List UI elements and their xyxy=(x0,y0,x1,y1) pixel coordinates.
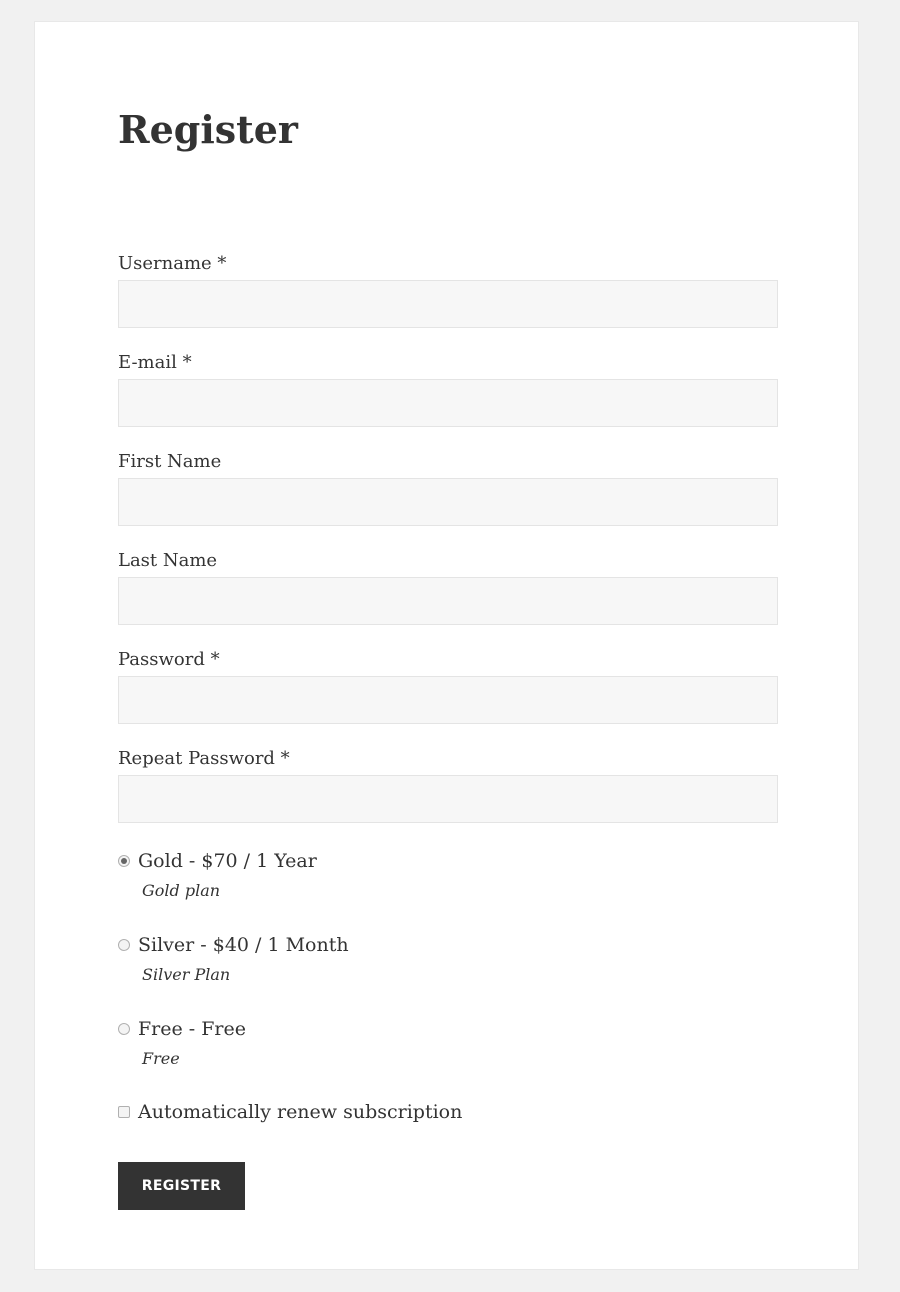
email-label: E-mail * xyxy=(118,352,192,373)
first-name-input[interactable] xyxy=(118,478,778,526)
plan-description-gold: Gold plan xyxy=(142,881,221,900)
repeat-password-input[interactable] xyxy=(118,775,778,823)
username-label: Username * xyxy=(118,253,227,274)
last-name-label: Last Name xyxy=(118,550,218,571)
auto-renew-option xyxy=(118,1100,778,1126)
username-input[interactable] xyxy=(118,280,778,328)
password-input[interactable] xyxy=(118,676,778,724)
last-name-input[interactable] xyxy=(118,577,778,625)
register-card xyxy=(34,21,859,1270)
plan-option-free xyxy=(118,1017,778,1101)
plan-radio-free[interactable] xyxy=(118,1023,130,1035)
username-field xyxy=(118,252,778,351)
plan-label-free[interactable]: Free - Free xyxy=(138,1018,247,1040)
last-name-field xyxy=(118,549,778,648)
plan-radio-silver[interactable] xyxy=(118,939,130,951)
plan-label-gold[interactable]: Gold - $70 / 1 Year xyxy=(138,850,317,872)
password-label: Password * xyxy=(118,649,220,670)
password-field xyxy=(118,648,778,747)
register-button[interactable]: REGISTER xyxy=(118,1162,245,1210)
plan-label-silver[interactable]: Silver - $40 / 1 Month xyxy=(138,934,349,956)
plan-option-gold xyxy=(118,849,778,933)
plan-description-silver: Silver Plan xyxy=(142,965,231,984)
register-form xyxy=(118,106,778,1194)
form-fields xyxy=(118,252,778,846)
repeat-password-field xyxy=(118,747,778,846)
plan-option-silver xyxy=(118,933,778,1017)
repeat-password-label: Repeat Password * xyxy=(118,748,290,769)
auto-renew-label[interactable]: Automatically renew subscription xyxy=(138,1101,463,1123)
first-name-field xyxy=(118,450,778,549)
email-input[interactable] xyxy=(118,379,778,427)
auto-renew-checkbox[interactable] xyxy=(118,1106,130,1118)
page-title: Register xyxy=(118,107,298,152)
email-field xyxy=(118,351,778,450)
first-name-label: First Name xyxy=(118,451,222,472)
plan-radio-gold[interactable] xyxy=(118,855,130,867)
plan-description-free: Free xyxy=(142,1049,180,1068)
plan-options xyxy=(118,849,778,1101)
